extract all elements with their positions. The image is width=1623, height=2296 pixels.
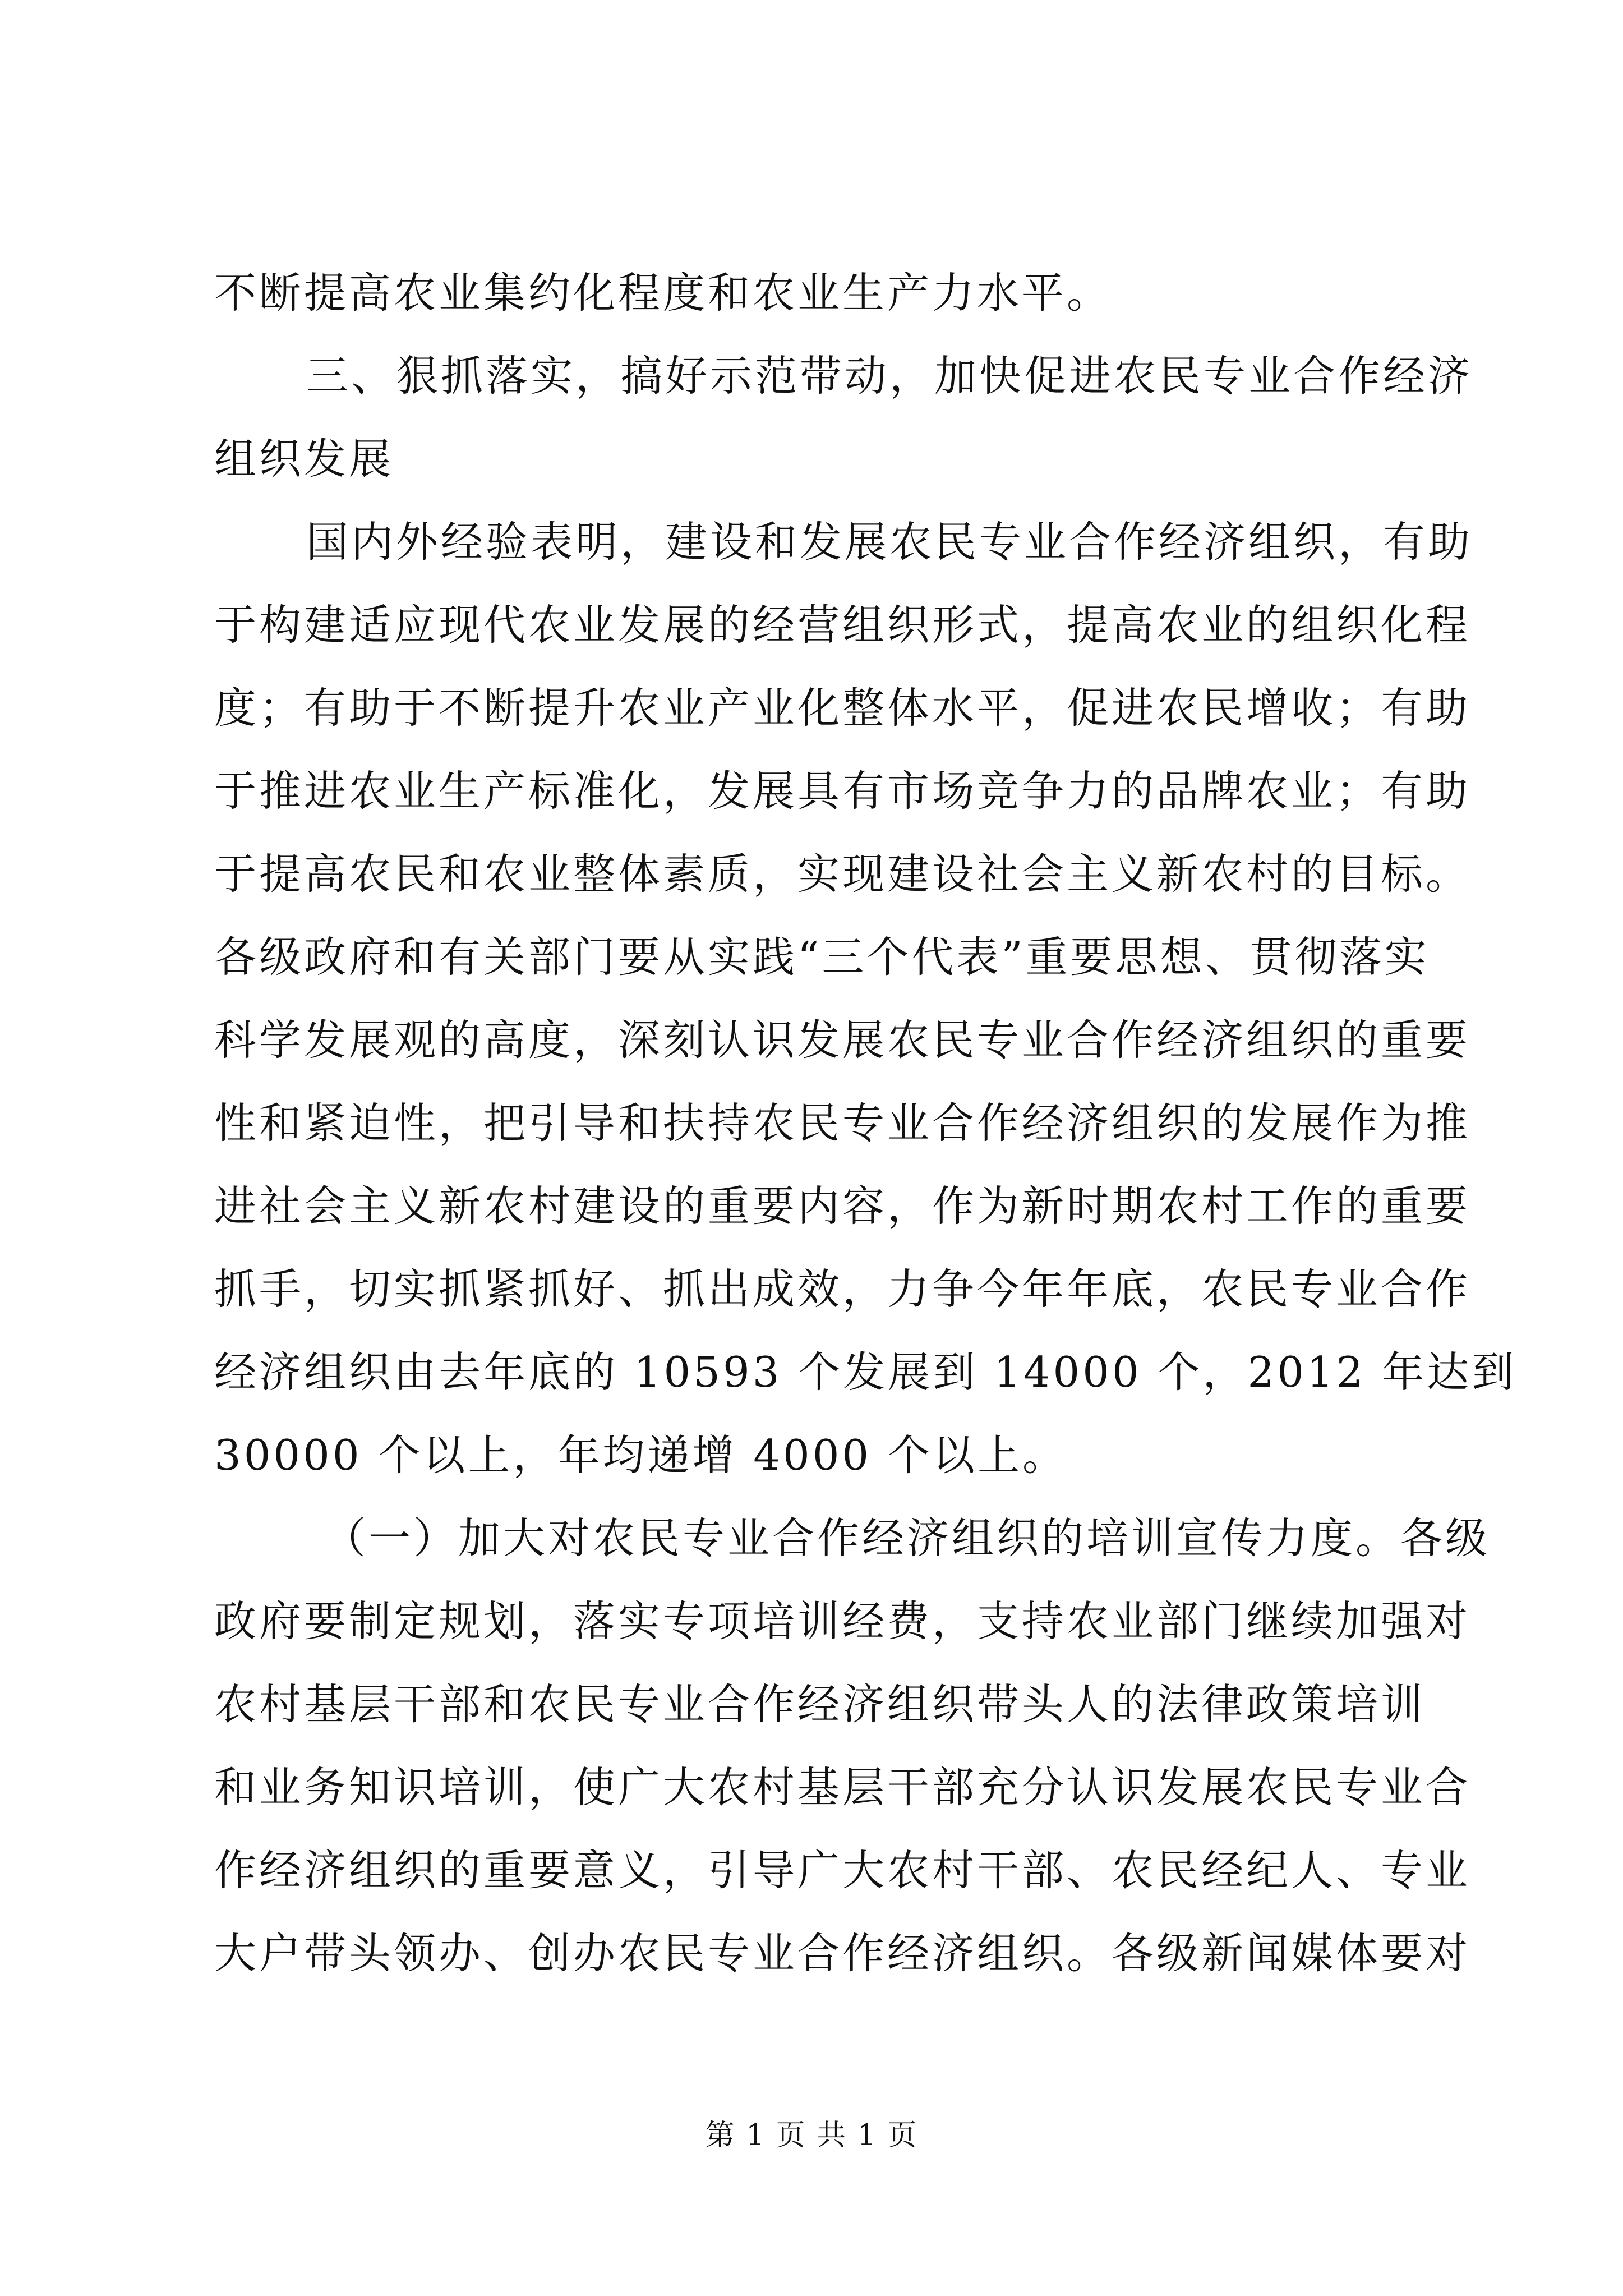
text-line: 国内外经验表明，建设和发展农民专业合作经济组织，有助 (306, 517, 1473, 567)
text-line: 性和紧迫性，把引导和扶持农民专业合作经济组织的发展作为推 (214, 1098, 1471, 1148)
text-line: 度；有助于不断提升农业产业化整体水平，促进农民增收；有助 (214, 683, 1471, 733)
text-line: 于推进农业生产标准化，发展具有市场竞争力的品牌农业；有助 (214, 766, 1471, 816)
section-heading-line: 三、狠抓落实，搞好示范带动，加快促进农民专业合作经济 (306, 351, 1473, 401)
subsection-heading-line: （一）加大对农民专业合作经济组织的培训宣传力度。各级 (324, 1513, 1491, 1563)
text-line: 经济组织由去年底的 10593 个发展到 14000 个，2012 年达到 (214, 1347, 1517, 1397)
text-line: 不断提高农业集约化程度和农业生产力水平。 (214, 268, 1112, 318)
page-footer (0, 2116, 1623, 2155)
text-line: 农村基层干部和农民专业合作经济组织带头人的法律政策培训 (214, 1680, 1426, 1729)
text-line: 于提高农民和农业整体素质，实现建设社会主义新农村的目标。 (214, 849, 1471, 899)
text-line: 各级政府和有关部门要从实践“三个代表”重要思想、贯彻落实 (214, 932, 1430, 982)
page-number: 第 1 页 共 1 页 (705, 2119, 918, 2152)
text-line: 科学发展观的高度，深刻认识发展农民专业合作经济组织的重要 (214, 1015, 1471, 1065)
section-heading-line: 组织发展 (214, 434, 394, 484)
document-body (214, 251, 1517, 1995)
text-line: 30000 个以上，年均递增 4000 个以上。 (214, 1430, 1067, 1480)
text-line: 进社会主义新农村建设的重要内容，作为新时期农村工作的重要 (214, 1181, 1471, 1231)
text-line: 于构建适应现代农业发展的经营组织形式，提高农业的组织化程 (214, 600, 1471, 650)
text-line: 抓手，切实抓紧抓好、抓出成效，力争今年年底，农民专业合作 (214, 1264, 1471, 1314)
text-line: 和业务知识培训，使广大农村基层干部充分认识发展农民专业合 (214, 1763, 1471, 1812)
text-line: 政府要制定规划，落实专项培训经费，支持农业部门继续加强对 (214, 1596, 1471, 1646)
text-line: 大户带头领办、创办农民专业合作经济组织。各级新闻媒体要对 (214, 1929, 1471, 1978)
text-line: 作经济组织的重要意义，引导广大农村干部、农民经纪人、专业 (214, 1846, 1471, 1895)
